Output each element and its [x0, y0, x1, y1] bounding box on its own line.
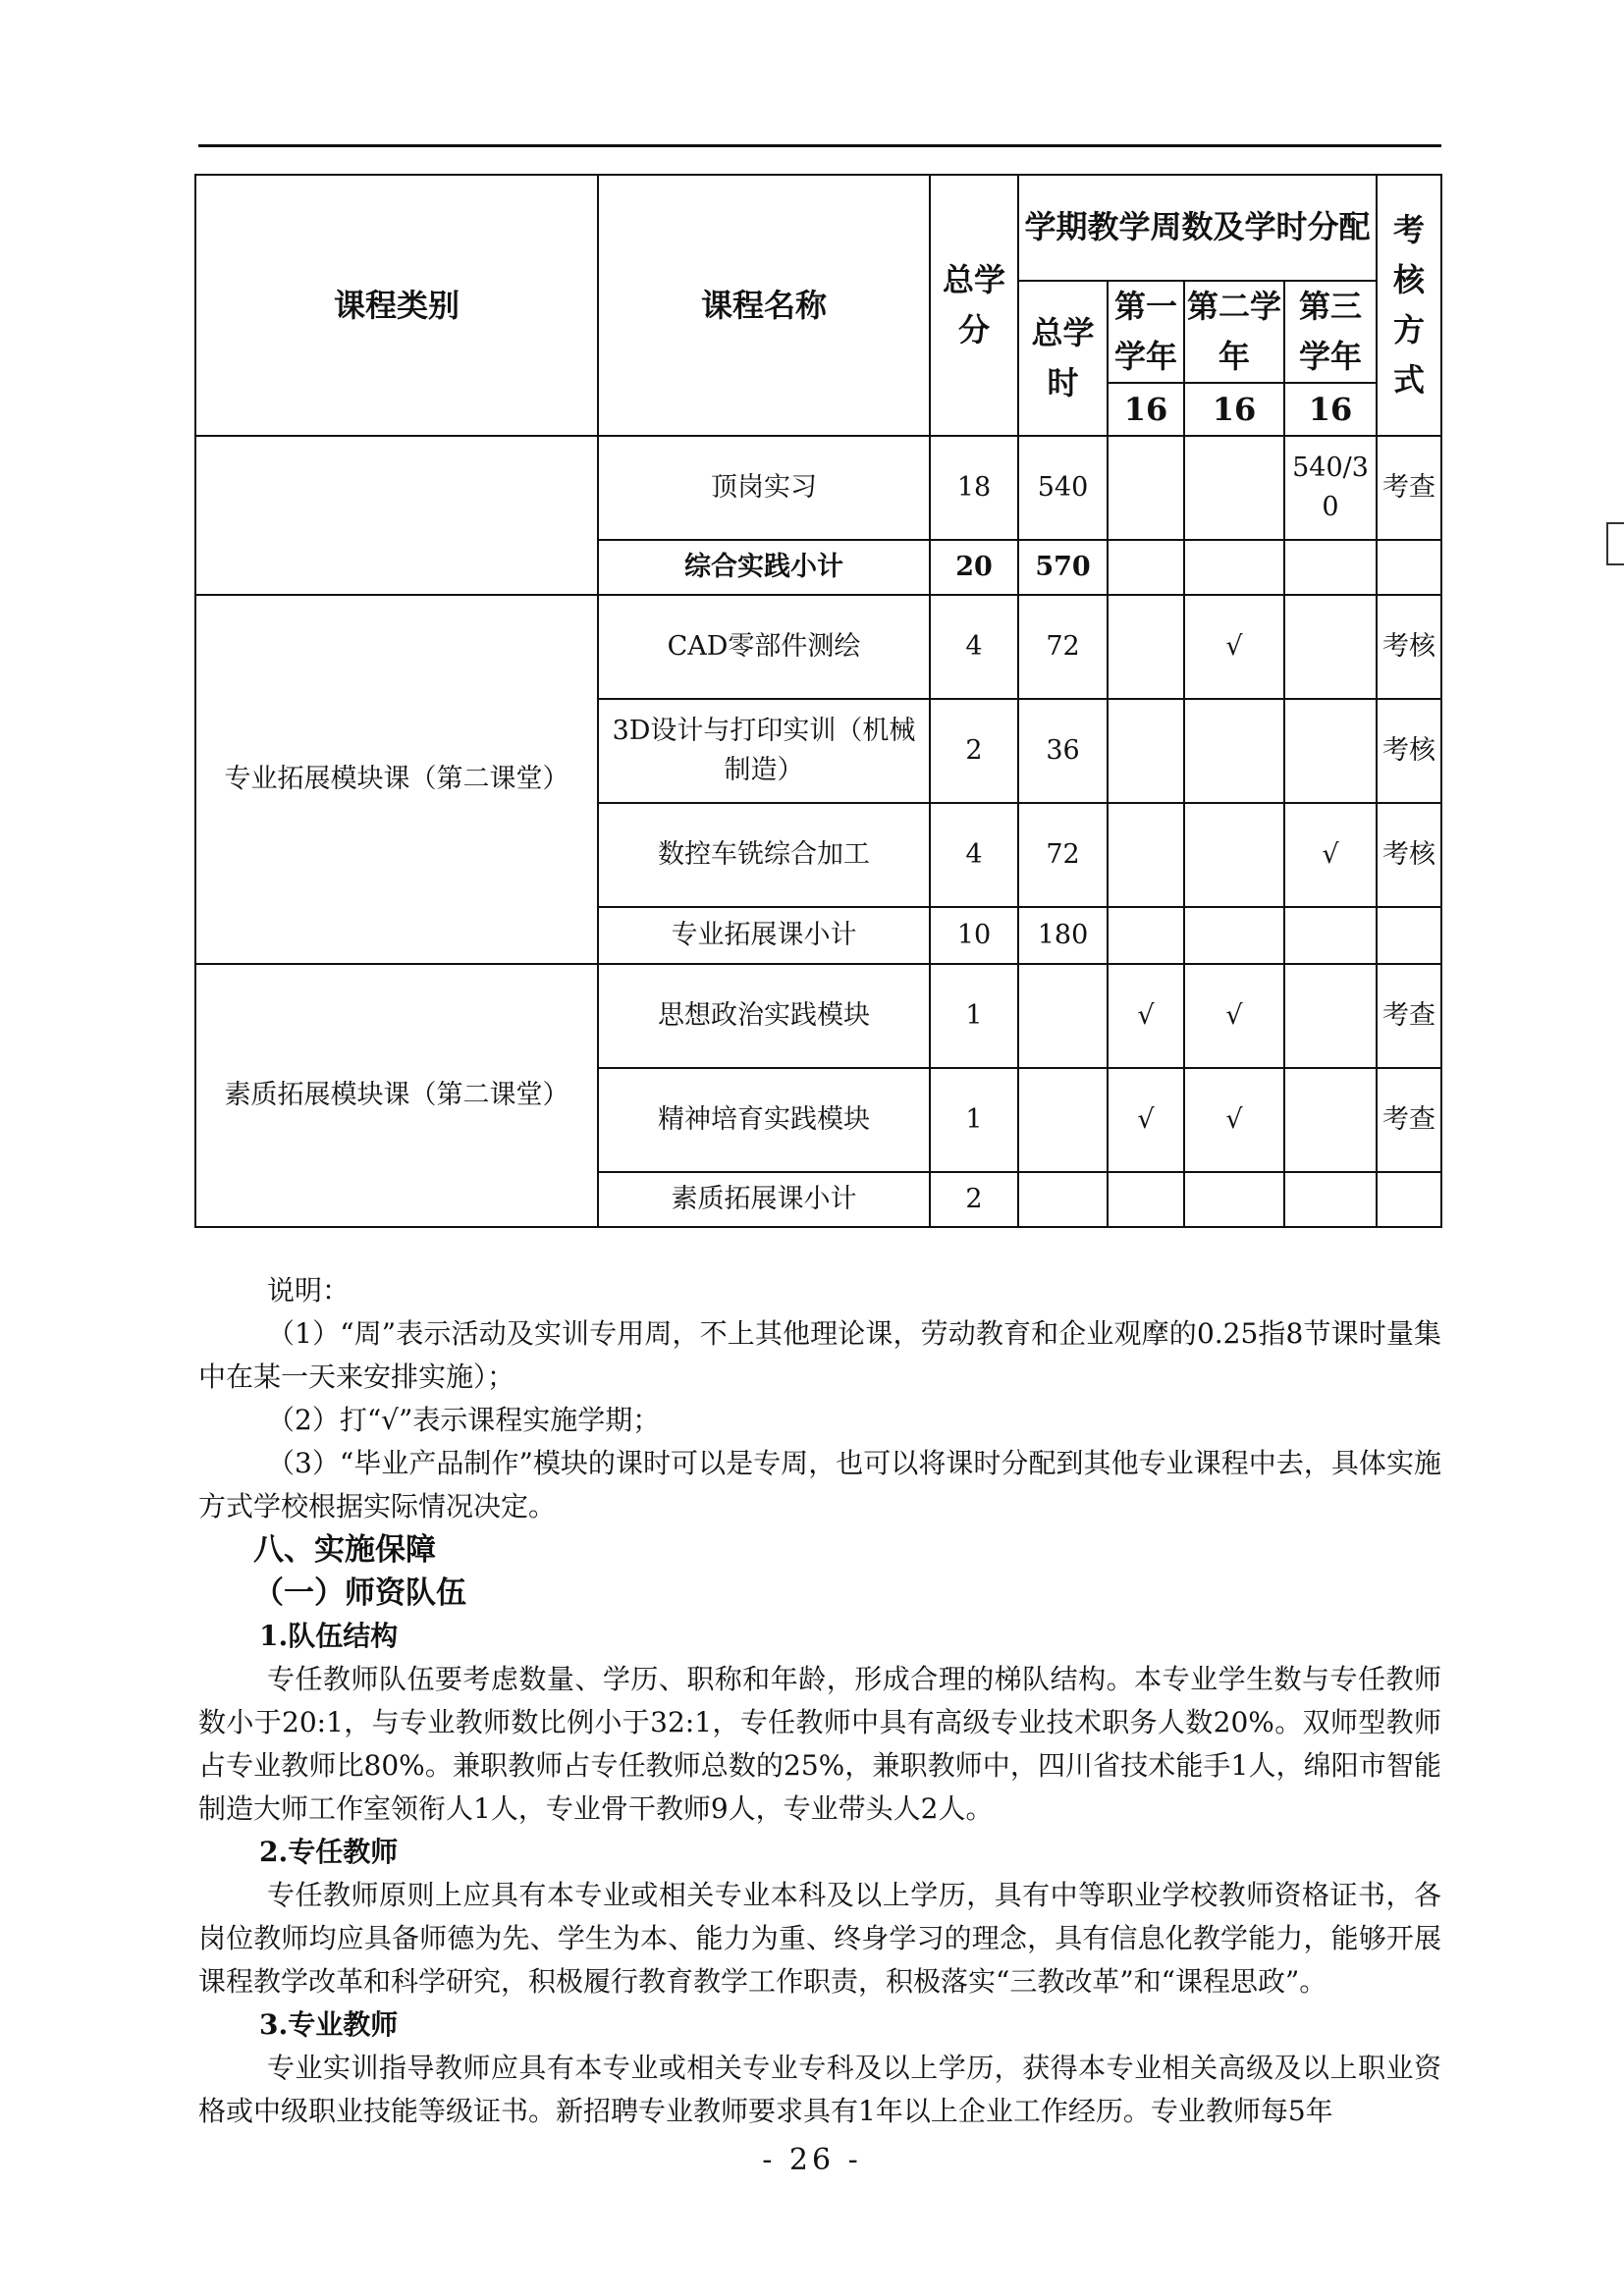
assessment-cell: 考查 — [1377, 436, 1441, 540]
year2-cell — [1184, 907, 1284, 964]
paragraph-team-structure: 专任教师队伍要考虑数量、学历、职称和年龄，形成合理的梯队结构。本专业学生数与专任教师数小于20:1，与专业教师数比例小于32:1，专任教师中具有高级专业技术职务人数20%。双师型教师占专业教师比80%。兼职教师占专任教师总数的25%，兼职教师中，四川省技术能手1人，绵阳市智能制造大师工作室领衔人1人，专业骨干教师9人，专业带头人2人。 — [198, 1663, 1441, 1825]
credits: 1 — [930, 1068, 1018, 1172]
header-total-hours: 总学时 — [1018, 281, 1108, 436]
notes-title: 说明： — [267, 1274, 351, 1307]
year2-cell: √ — [1184, 1068, 1284, 1172]
course-name: 综合实践小计 — [598, 540, 930, 595]
year1-cell — [1108, 699, 1184, 803]
credits: 4 — [930, 595, 1018, 699]
course-name: 精神培育实践模块 — [598, 1068, 930, 1172]
year2-cell: √ — [1184, 964, 1284, 1068]
header-weeks2: 16 — [1184, 383, 1284, 436]
year1-cell — [1108, 595, 1184, 699]
header-year3: 第三学年 — [1284, 281, 1377, 383]
hours: 180 — [1018, 907, 1108, 964]
paragraph-fulltime-teachers: 专任教师原则上应具有本专业或相关专业本科及以上学历，具有中等职业学校教师资格证书，各岗位教师均应具备师德为先、学生为本、能力为重、终身学习的理念，具有信息化教学能力，能够开展课程教学改革和科学研究，积极履行教育教学工作职责，积极落实“三教改革”和“课程思政”。 — [198, 1879, 1441, 1998]
note-3: （3）“毕业产品制作”模块的课时可以是专周，也可以将课时分配到其他专业课程中去，具体实施方式学校根据实际情况决定。 — [198, 1447, 1441, 1522]
year2-cell: √ — [1184, 595, 1284, 699]
year2-cell — [1184, 1172, 1284, 1227]
year2-cell — [1184, 699, 1284, 803]
credits: 18 — [930, 436, 1018, 540]
hours: 72 — [1018, 595, 1108, 699]
year3-cell — [1284, 595, 1377, 699]
header-rule — [198, 144, 1441, 147]
header-semester-group: 学期教学周数及学时分配 — [1018, 175, 1377, 281]
year1-cell — [1108, 907, 1184, 964]
year2-cell — [1184, 436, 1284, 540]
year2-cell — [1184, 803, 1284, 907]
table-row — [195, 964, 1441, 1068]
year3-cell — [1284, 1068, 1377, 1172]
page-number: - 26 - — [762, 2143, 862, 2177]
course-name: 3D设计与打印实训（机械制造） — [598, 699, 930, 803]
hours: 540 — [1018, 436, 1108, 540]
hours — [1018, 1172, 1108, 1227]
credits: 20 — [930, 540, 1018, 595]
year2-cell — [1184, 540, 1284, 595]
header-category: 课程类别 — [195, 175, 598, 436]
year3-cell — [1284, 907, 1377, 964]
assessment-cell — [1377, 540, 1441, 595]
header-weeks1: 16 — [1108, 383, 1184, 436]
year1-cell: √ — [1108, 1068, 1184, 1172]
assessment-cell: 考查 — [1377, 964, 1441, 1068]
credits: 1 — [930, 964, 1018, 1068]
table-row — [195, 595, 1441, 699]
assessment-cell — [1377, 1172, 1441, 1227]
credits: 10 — [930, 907, 1018, 964]
course-name: 思想政治实践模块 — [598, 964, 930, 1068]
note-2: （2）打“√”表示课程实施学期； — [267, 1404, 661, 1436]
credits: 4 — [930, 803, 1018, 907]
hours: 36 — [1018, 699, 1108, 803]
body-text — [198, 1269, 1441, 2133]
course-table — [194, 174, 1442, 1228]
section-title: 八、实施保障 — [253, 1532, 436, 1568]
year3-cell: √ — [1284, 803, 1377, 907]
year3-cell — [1284, 699, 1377, 803]
year3-cell — [1284, 964, 1377, 1068]
header-course-name: 课程名称 — [598, 175, 930, 436]
credits: 2 — [930, 1172, 1018, 1227]
credits: 2 — [930, 699, 1018, 803]
header-total-credits: 总学分 — [930, 175, 1018, 436]
year1-cell: √ — [1108, 964, 1184, 1068]
header-weeks3: 16 — [1284, 383, 1377, 436]
year3-cell: 540/30 — [1284, 436, 1377, 540]
category-cell — [195, 436, 598, 595]
year1-cell — [1108, 436, 1184, 540]
assessment-cell: 考核 — [1377, 595, 1441, 699]
hours: 570 — [1018, 540, 1108, 595]
assessment-cell: 考查 — [1377, 1068, 1441, 1172]
heading-team-structure: 1.队伍结构 — [259, 1620, 399, 1652]
hours — [1018, 964, 1108, 1068]
category-cell: 专业拓展模块课（第二课堂） — [195, 595, 598, 964]
course-name: 素质拓展课小计 — [598, 1172, 930, 1227]
table-row — [195, 436, 1441, 540]
category-cell: 素质拓展模块课（第二课堂） — [195, 964, 598, 1227]
course-name: 顶岗实习 — [598, 436, 930, 540]
header-year2: 第二学年 — [1184, 281, 1284, 383]
year1-cell — [1108, 540, 1184, 595]
assessment-cell: 考核 — [1377, 803, 1441, 907]
year1-cell — [1108, 1172, 1184, 1227]
course-name: 专业拓展课小计 — [598, 907, 930, 964]
assessment-cell — [1377, 907, 1441, 964]
year1-cell — [1108, 803, 1184, 907]
course-name: CAD零部件测绘 — [598, 595, 930, 699]
note-1: （1）“周”表示活动及实训专用周，不上其他理论课，劳动教育和企业观摩的0.25指8节课时量集中在某一天来安排实施）； — [198, 1317, 1441, 1393]
year3-cell — [1284, 1172, 1377, 1227]
year3-cell — [1284, 540, 1377, 595]
assessment-cell: 考核 — [1377, 699, 1441, 803]
header-year1: 第一学年 — [1108, 281, 1184, 383]
subsection-title: （一）师资队伍 — [253, 1575, 466, 1611]
header-assessment: 考核方式 — [1377, 175, 1441, 436]
margin-mark — [1606, 522, 1624, 565]
hours: 72 — [1018, 803, 1108, 907]
hours — [1018, 1068, 1108, 1172]
course-name: 数控车铣综合加工 — [598, 803, 930, 907]
paragraph-professional-teachers: 专业实训指导教师应具有本专业或相关专业专科及以上学历，获得本专业相关高级及以上职业资格或中级职业技能等级证书。新招聘专业教师要求具有1年以上企业工作经历。专业教师每5年 — [198, 2052, 1441, 2127]
heading-professional-teachers: 3.专业教师 — [259, 2008, 399, 2041]
heading-fulltime-teachers: 2.专任教师 — [259, 1836, 399, 1868]
